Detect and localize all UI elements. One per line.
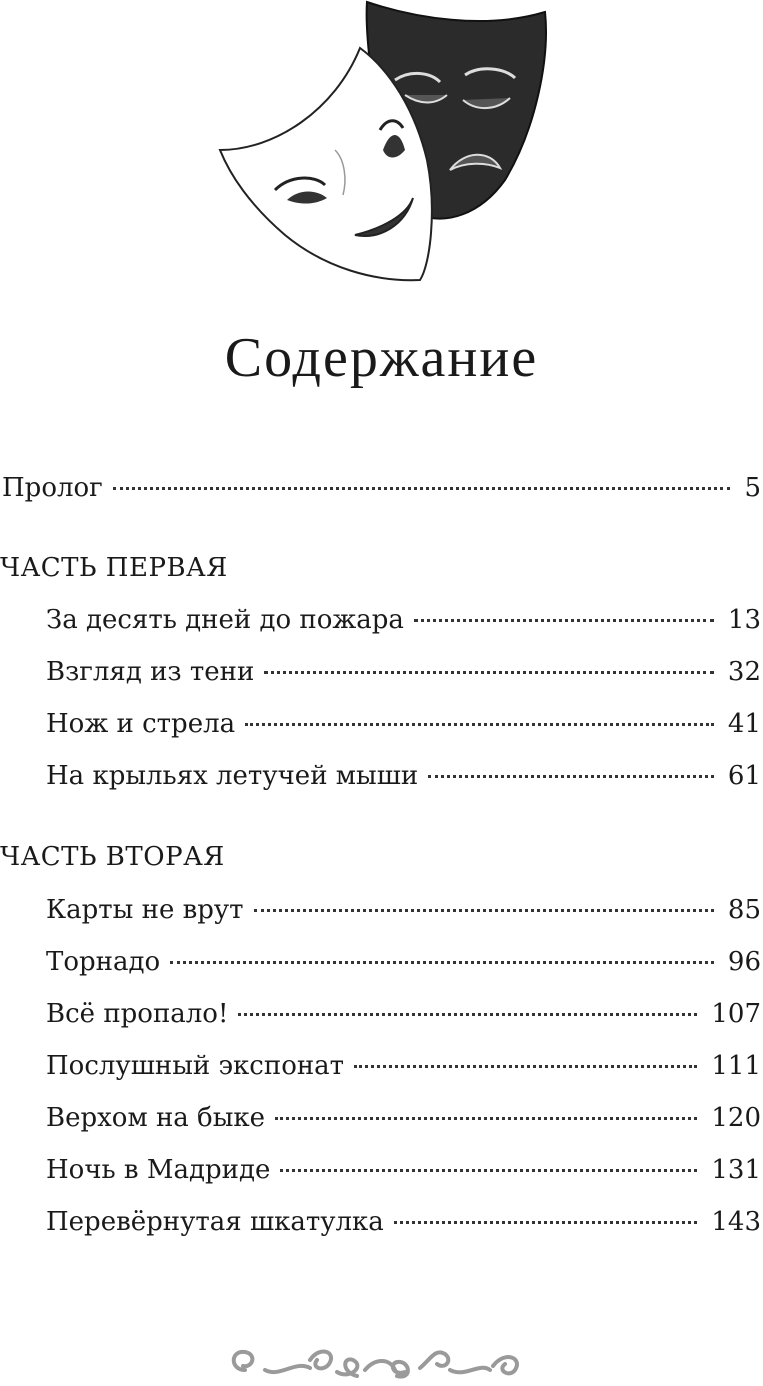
toc-entry[interactable] [46, 704, 761, 744]
toc-entry[interactable] [46, 756, 761, 796]
part-heading: ЧАСТЬ ВТОРАЯ [0, 842, 225, 872]
theatre-masks-illustration [215, 0, 550, 285]
toc-entry-page: 61 [727, 761, 761, 791]
dot-leader [280, 1159, 697, 1172]
toc-entry-label: На крыльях летучей мыши [46, 761, 419, 791]
page-title-text: Содержание [224, 327, 539, 389]
toc-entry-label: Перевёрнутая шкатулка [46, 1207, 384, 1237]
toc-entry[interactable] [46, 890, 761, 930]
toc-entry-page: 107 [711, 999, 761, 1029]
dot-leader [428, 765, 714, 778]
dot-leader [245, 713, 714, 726]
toc-entry-page: 96 [727, 947, 761, 977]
dot-leader [414, 609, 714, 622]
toc-entry-label: Всё пропало! [46, 999, 229, 1029]
toc-entry-label: Карты не врут [46, 895, 244, 925]
toc-entry[interactable] [46, 600, 761, 640]
toc-entry[interactable] [46, 994, 761, 1034]
dot-leader [264, 661, 714, 674]
toc-entry-label: За десять дней до пожара [46, 605, 404, 635]
toc-entry-label: Ночь в Мадриде [46, 1155, 271, 1185]
toc-entry-page: 120 [711, 1103, 761, 1133]
dot-leader [113, 477, 731, 490]
toc-entry[interactable] [46, 1098, 761, 1138]
toc-entry-page: 131 [711, 1155, 761, 1185]
toc-entry-label: Верхом на быке [46, 1103, 266, 1133]
toc-entry-page: 5 [744, 473, 761, 503]
dot-leader [254, 899, 714, 912]
toc-entry-page: 85 [727, 895, 761, 925]
toc-entry-label: Послушный экспонат [46, 1051, 345, 1081]
toc-entry-prologue[interactable] [2, 468, 761, 508]
toc-entry-page: 13 [727, 605, 761, 635]
toc-entry-page: 111 [711, 1051, 761, 1081]
dot-leader [170, 951, 714, 964]
toc-entry-label: Торнадо [46, 947, 161, 977]
dot-leader [354, 1055, 697, 1068]
toc-entry[interactable] [46, 1202, 761, 1242]
dot-leader [275, 1107, 697, 1120]
flourish-ornament [225, 1340, 525, 1386]
toc-entry-label: Пролог [2, 473, 103, 503]
toc-entry-label: Взгляд из тени [46, 657, 255, 687]
toc-entry[interactable] [46, 652, 761, 692]
toc-entry-page: 41 [727, 709, 761, 739]
page-title [0, 327, 763, 389]
part-heading: ЧАСТЬ ПЕРВАЯ [0, 553, 228, 583]
toc-entry-page: 143 [711, 1207, 761, 1237]
dot-leader [238, 1003, 697, 1016]
toc-entry[interactable] [46, 942, 761, 982]
toc-entry-label: Нож и стрела [46, 709, 236, 739]
toc-entry[interactable] [46, 1046, 761, 1086]
toc-entry-page: 32 [727, 657, 761, 687]
toc-entry[interactable] [46, 1150, 761, 1190]
dot-leader [394, 1211, 698, 1224]
